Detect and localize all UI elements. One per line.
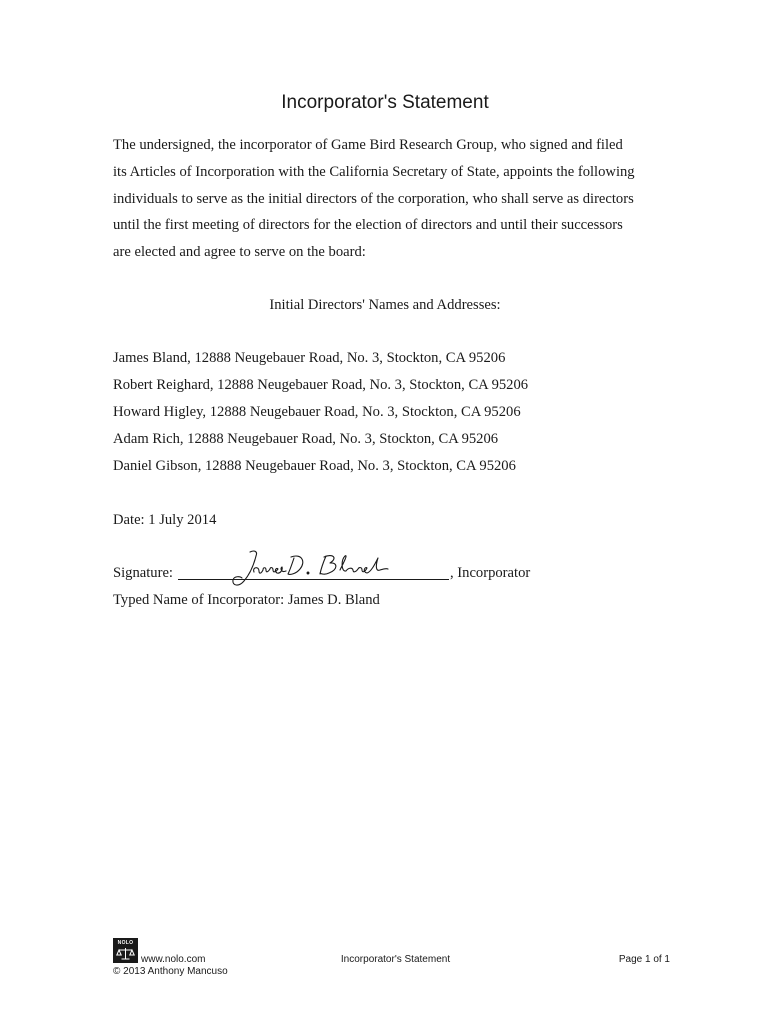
directors-heading: Initial Directors' Names and Addresses:	[269, 297, 501, 313]
footer-document-title: Incorporator's Statement	[340, 954, 451, 965]
director-entry: Howard Higley, 12888 Neugebauer Road, No. 3, Stockton, CA 95206	[113, 404, 521, 420]
page-footer	[113, 938, 670, 982]
footer-page-indicator: Page 1 of 1	[618, 954, 670, 965]
footer-copyright: © 2013 Anthony Mancuso	[113, 966, 228, 977]
director-entry: Daniel Gibson, 12888 Neugebauer Road, No. 3, Stockton, CA 95206	[113, 458, 516, 474]
intro-line: individuals to serve as the initial directors of the corporation, who shall serve as directors	[113, 190, 634, 207]
handwritten-signature	[228, 548, 393, 590]
document-title: Incorporator's Statement	[281, 92, 489, 113]
intro-line: The undersigned, the incorporator of Game Bird Research Group, who signed and filed	[113, 137, 623, 153]
intro-paragraph	[113, 132, 658, 266]
director-entry: Robert Reighard, 12888 Neugebauer Road, No. 3, Stockton, CA 95206	[113, 377, 529, 393]
director-entry: Adam Rich, 12888 Neugebauer Road, No. 3, Stockton, CA 95206	[113, 431, 499, 447]
intro-line: its Articles of Incorporation with the California Secretary of State, appoints the following	[113, 163, 635, 180]
footer-website-link[interactable]: www.nolo.com	[141, 954, 206, 965]
intro-line: until the first meeting of directors for the election of directors and until their successors	[113, 217, 623, 234]
signature-label: Signature:	[113, 565, 173, 581]
logo-text: NOLO	[117, 940, 134, 946]
directors-list	[113, 345, 528, 480]
typed-name-line: Typed Name of Incorporator: James D. Bland	[113, 592, 380, 608]
date-line: Date: 1 July 2014	[113, 512, 217, 528]
intro-line: are elected and agree to serve on the board:	[113, 244, 366, 261]
signature-suffix: , Incorporator	[450, 565, 531, 581]
director-entry: James Bland, 12888 Neugebauer Road, No. 3, Stockton, CA 95206	[113, 350, 506, 366]
